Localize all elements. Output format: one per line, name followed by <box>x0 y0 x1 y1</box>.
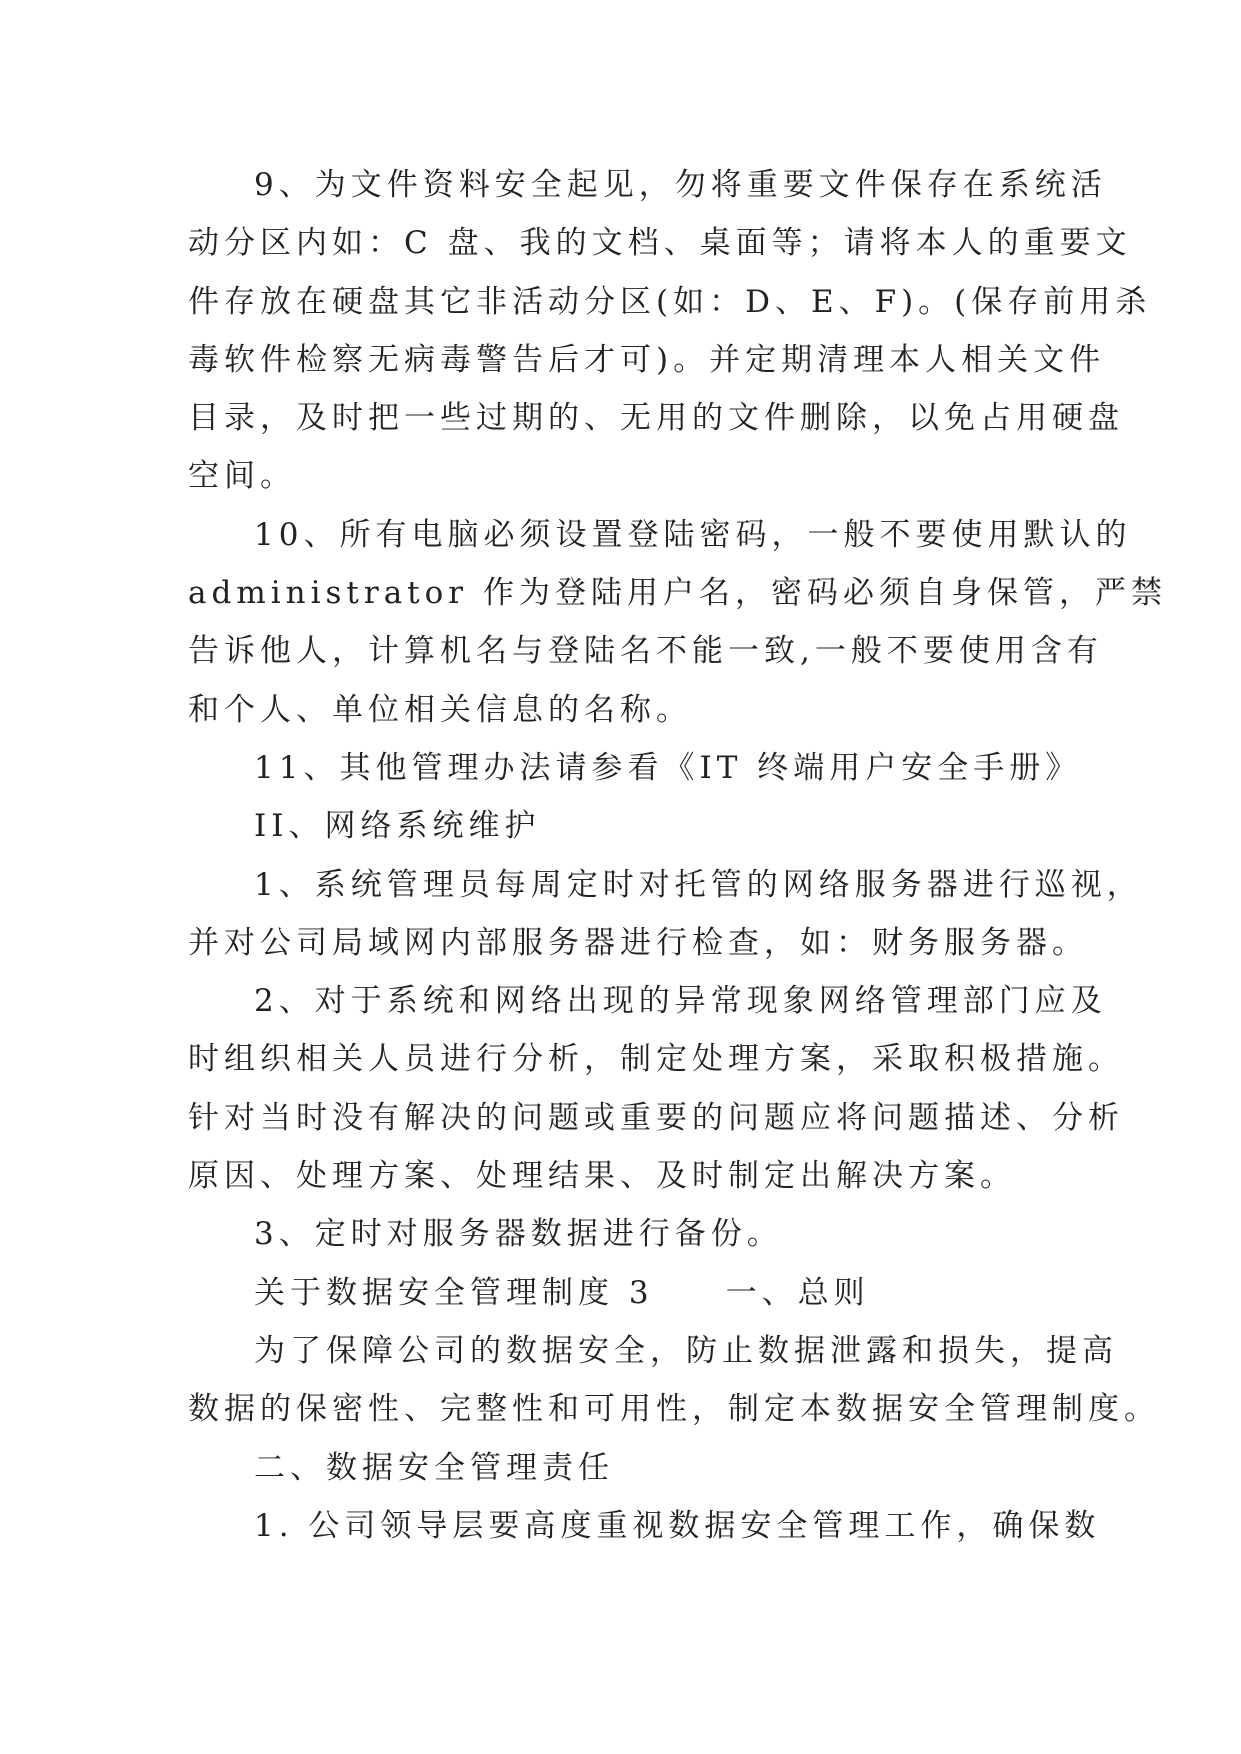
text-line: 二、数据安全管理责任 <box>254 1449 614 1486</box>
text-line: 目录，及时把一些过期的、无用的文件删除，以免占用硬盘 <box>188 400 1124 437</box>
paragraph-item-11 <box>188 739 1082 797</box>
paragraph-network-item-2 <box>188 972 1124 1205</box>
text-line: administrator 作为登陆用户名，密码必须自身保管，严禁 <box>188 575 1167 612</box>
paragraph-item-9 <box>188 156 1152 506</box>
text-line: 原因、处理方案、处理结果、及时制定出解决方案。 <box>188 1158 1016 1195</box>
paragraph-purpose <box>188 1322 1160 1439</box>
text-line: 动分区内如：C 盘、我的文档、桌面等；请将本人的重要文 <box>188 225 1132 262</box>
document-body <box>188 156 1167 1555</box>
section-heading-network-maintenance <box>188 797 1058 855</box>
text-line: 毒软件检察无病毒警告后才可)。并定期清理本人相关文件 <box>188 341 1106 378</box>
text-line: 针对当时没有解决的问题或重要的问题应将问题描述、分析 <box>188 1099 1124 1136</box>
text-line: 10、所有电脑必须设置登陆密码，一般不要使用默认的 <box>254 516 1132 553</box>
text-line: 件存放在硬盘其它非活动分区(如：D、E、F)。(保存前用杀 <box>188 283 1152 320</box>
text-line: 和个人、单位相关信息的名称。 <box>188 691 692 728</box>
text-line: 3、定时对服务器数据进行备份。 <box>254 1216 783 1253</box>
section-heading-general <box>188 1264 1058 1322</box>
text-line: 1、系统管理员每周定时对托管的网络服务器进行巡视， <box>254 866 1143 903</box>
text-line: 为了保障公司的数据安全，防止数据泄露和损失，提高 <box>254 1332 1118 1369</box>
text-line: 并对公司局域网内部服务器进行检查，如：财务服务器。 <box>188 924 1088 961</box>
paragraph-responsibility-item-1 <box>188 1497 1101 1555</box>
text-line: II、网络系统维护 <box>254 808 541 845</box>
section-heading-responsibility <box>188 1439 1058 1497</box>
paragraph-network-item-1 <box>188 856 1143 973</box>
text-line: 关于数据安全管理制度 3 一、总则 <box>254 1274 870 1311</box>
text-line: 1. 公司领导层要高度重视数据安全管理工作，确保数 <box>254 1507 1101 1544</box>
text-line: 告诉他人，计算机名与登陆名不能一致,一般不要使用含有 <box>188 633 1103 670</box>
paragraph-item-10 <box>188 506 1167 739</box>
text-line: 9、为文件资料安全起见，勿将重要文件保存在系统活 <box>254 167 1107 203</box>
paragraph-network-item-3 <box>188 1205 1058 1263</box>
text-line: 空间。 <box>188 458 296 495</box>
text-line: 时组织相关人员进行分析，制定处理方案，采取积极措施。 <box>188 1041 1124 1078</box>
text-line: 数据的保密性、完整性和可用性，制定本数据安全管理制度。 <box>188 1391 1160 1428</box>
text-line: 11、其他管理办法请参看《IT 终端用户安全手册》 <box>254 749 1082 786</box>
text-line: 2、对于系统和网络出现的异常现象网络管理部门应及 <box>254 983 1107 1020</box>
